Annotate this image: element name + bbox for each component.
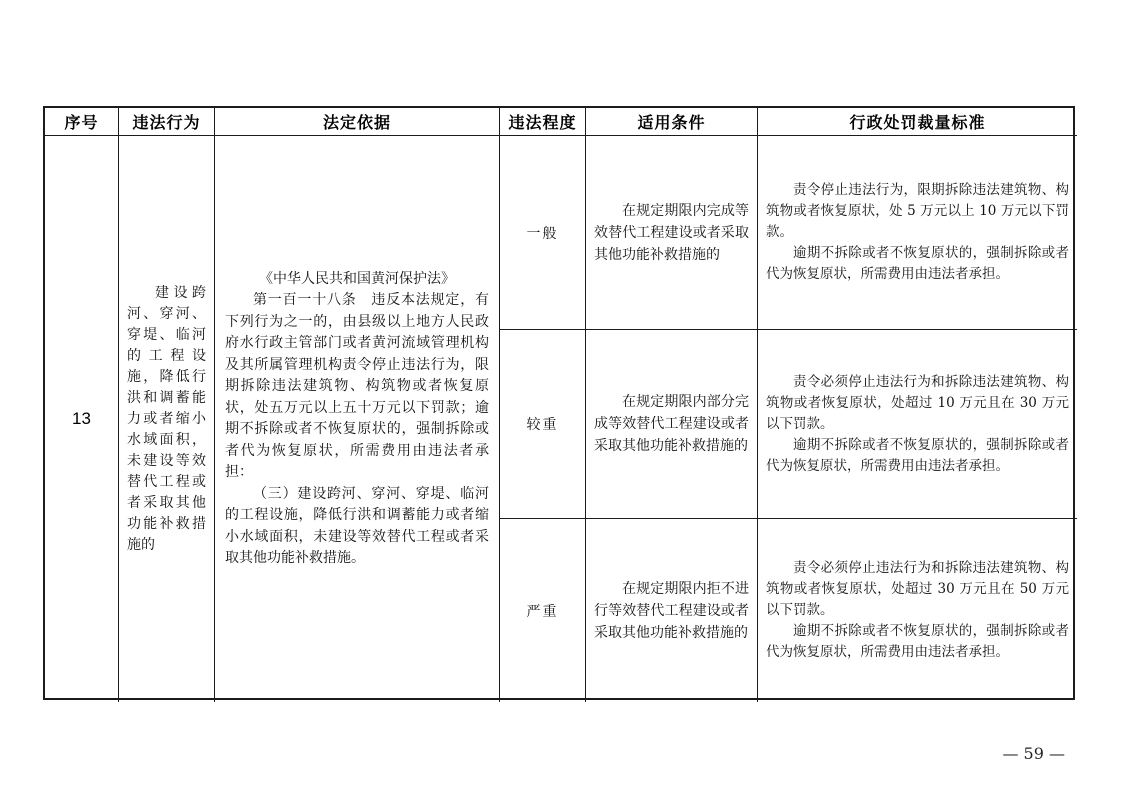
standard-paragraph-2: 逾期不拆除或者不恢复原状的，强制拆除或者代为恢复原状，所需费用由违法者承担。 <box>766 436 1069 474</box>
legal-basis-title: 《中华人民共和国黄河保护法》 <box>259 270 455 287</box>
header-penalty-standard: 行政处罚裁量标准 <box>758 108 1077 136</box>
degree-label: 一般 <box>526 225 559 242</box>
cell-degree-general <box>500 136 586 330</box>
cell-condition-general <box>586 136 758 330</box>
legal-basis-item: （三）建设跨河、穿河、穿堤、临河的工程设施，降低行洪和调蓄能力或者缩小水域面积，未建设等效替代工程或者采取其他功能补救措施。 <box>225 485 489 566</box>
cell-illegal-act <box>119 136 215 702</box>
condition-text: 在规定期限内拒不进行等效替代工程建设或者采取其他功能补救措施的 <box>594 580 749 641</box>
cell-condition-heavier <box>586 330 758 519</box>
cell-standard-general <box>758 136 1077 330</box>
header-serial: 序号 <box>45 108 119 136</box>
penalty-discretion-table <box>43 106 1075 700</box>
standard-paragraph-2: 逾期不拆除或者不恢复原状的，强制拆除或者代为恢复原状，所需费用由违法者承担。 <box>766 245 1069 282</box>
page-number: — 59 — <box>1002 744 1065 763</box>
serial-number: 13 <box>72 409 91 428</box>
condition-text: 在规定期限内部分完成等效替代工程建设或者采取其他功能补救措施的 <box>594 394 749 454</box>
cell-condition-severe <box>586 519 758 702</box>
cell-serial-number <box>45 136 119 702</box>
header-legal-basis: 法定依据 <box>215 108 500 136</box>
condition-text: 在规定期限内完成等效替代工程建设或者采取其他功能补救措施的 <box>594 202 749 263</box>
cell-standard-severe <box>758 519 1077 702</box>
header-illegal-act: 违法行为 <box>119 108 215 136</box>
cell-legal-basis <box>215 136 500 702</box>
degree-label: 严重 <box>526 603 559 620</box>
legal-basis-article: 第一百一十八条 违反本法规定，有下列行为之一的，由县级以上地方人民政府水行政主管部门或者黄河流域管理机构及其所属管理机构责令停止违法行为，限期拆除违法建筑物、构筑物或者恢复原状，处五万元以上五十万元以下罚款；逾期不拆除或者不恢复原状的，强制拆除或者代为恢复原状，所需费用由违法者承担： <box>225 292 489 480</box>
standard-paragraph-1: 责令必须停止违法行为和拆除违法建筑物、构筑物或者恢复原状，处超过 10 万元且在 30 万元以下罚款。 <box>766 373 1069 432</box>
standard-paragraph-1: 责令停止违法行为，限期拆除违法建筑物、构筑物或者恢复原状，处 5 万元以上 10 万元以下罚款。 <box>766 182 1069 240</box>
cell-degree-severe <box>500 519 586 702</box>
cell-standard-heavier <box>758 330 1077 519</box>
header-applicable-condition: 适用条件 <box>586 108 758 136</box>
standard-paragraph-1: 责令必须停止违法行为和拆除违法建筑物、构筑物或者恢复原状，处超过 30 万元且在 50 万元以下罚款。 <box>766 560 1069 618</box>
header-violation-degree: 违法程度 <box>500 108 586 136</box>
illegal-act-text: 建设跨河、穿河、穿堤、临河的工程设施，降低行洪和调蓄能力或者缩小水域面积，未建设等效替代工程或者采取其他功能补救措施的 <box>127 284 206 553</box>
cell-degree-heavier <box>500 330 586 519</box>
degree-label: 较重 <box>526 417 559 433</box>
standard-paragraph-2: 逾期不拆除或者不恢复原状的，强制拆除或者代为恢复原状，所需费用由违法者承担。 <box>766 623 1069 660</box>
